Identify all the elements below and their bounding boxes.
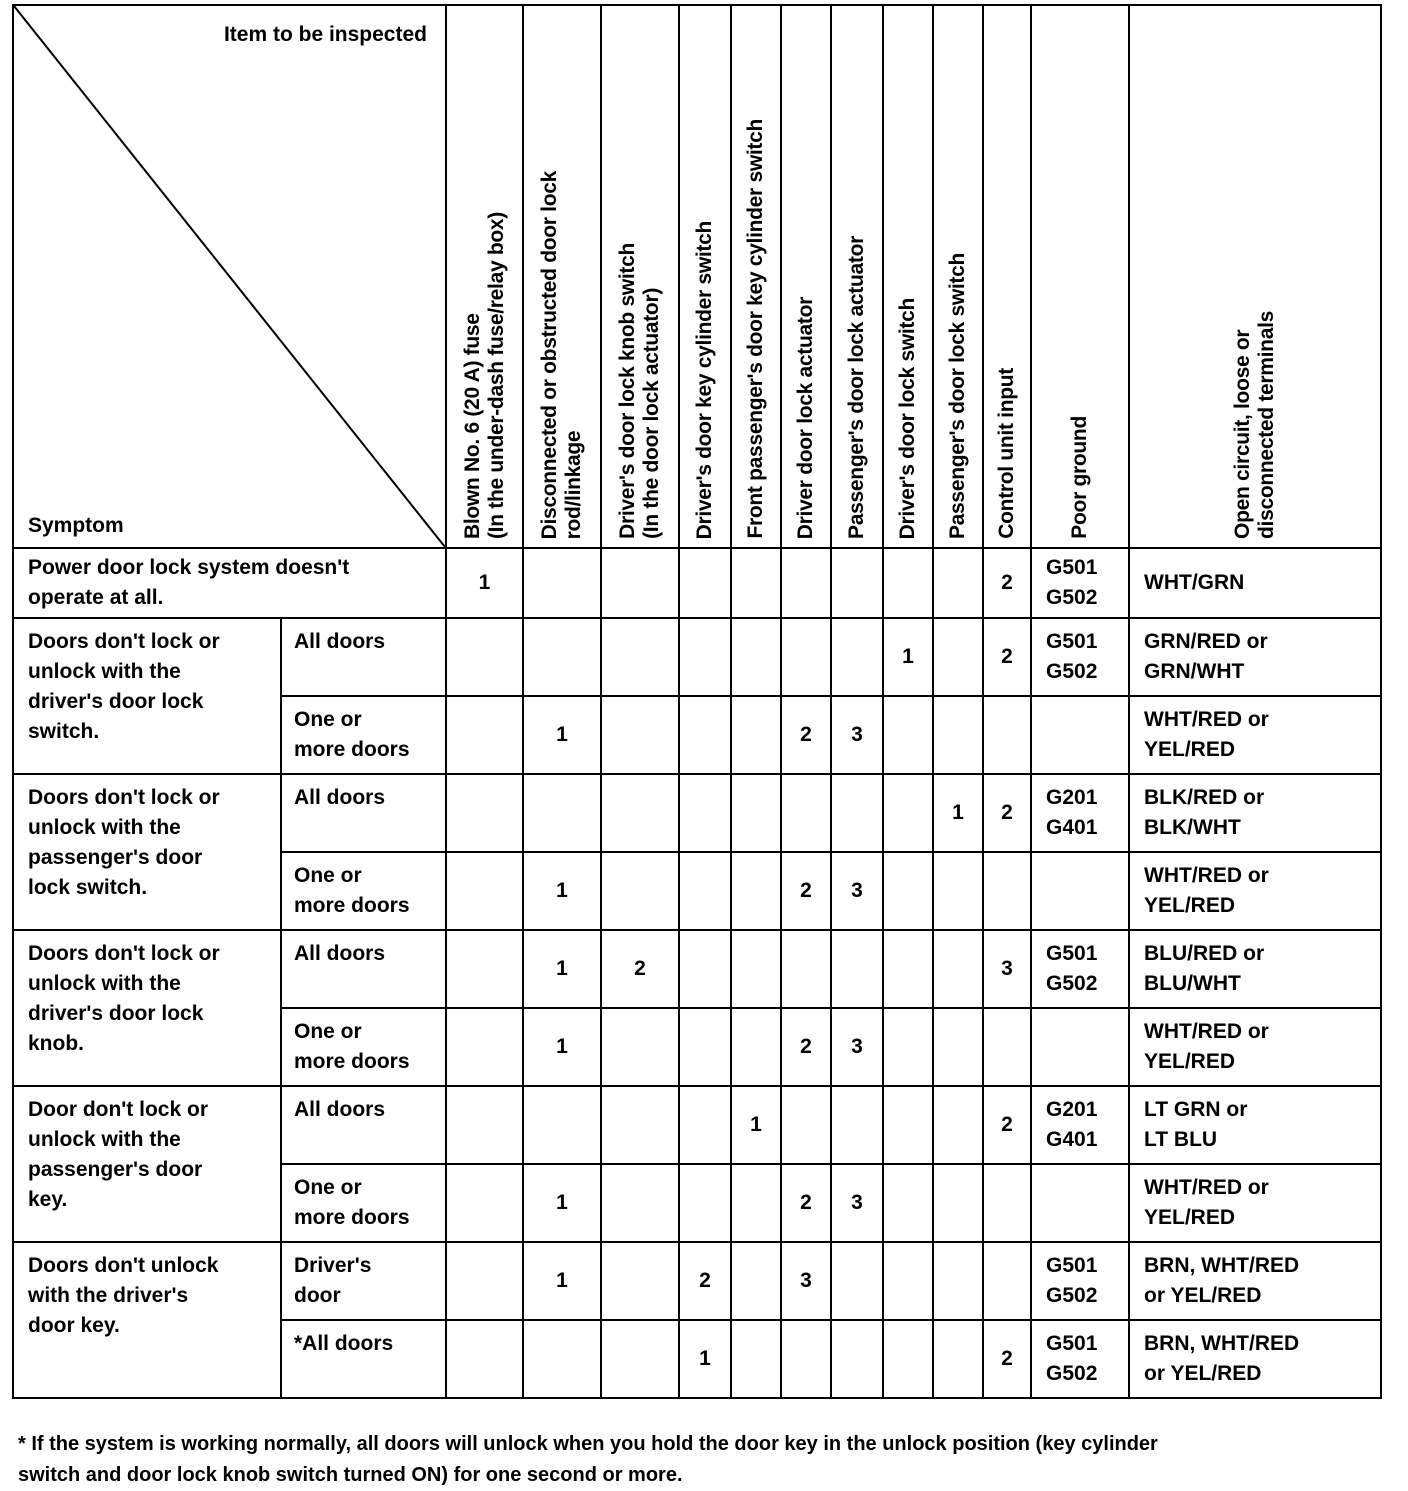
wire-color-cell: WHT/RED or YEL/RED <box>1129 852 1381 930</box>
priority-cell: 1 <box>731 1086 781 1164</box>
column-header-label: Driver's door key cylinder switch <box>693 220 716 539</box>
wire-color-cell: BRN, WHT/RED or YEL/RED <box>1129 1242 1381 1320</box>
priority-cell: 2 <box>601 930 679 1008</box>
priority-cell <box>446 1320 523 1398</box>
priority-cell <box>446 852 523 930</box>
priority-cell <box>781 618 831 696</box>
priority-cell <box>446 618 523 696</box>
column-header-label: Driver door lock actuator <box>794 296 817 539</box>
priority-cell: 1 <box>523 696 601 774</box>
priority-cell <box>601 548 679 618</box>
sub-condition-cell: All doors <box>281 930 446 1008</box>
priority-cell <box>883 1320 933 1398</box>
column-header-label: Poor ground <box>1068 416 1091 539</box>
sub-condition-cell: All doors <box>281 618 446 696</box>
priority-cell <box>679 548 731 618</box>
table-row <box>13 618 1381 696</box>
priority-cell: 2 <box>983 774 1031 852</box>
priority-cell: 2 <box>983 1086 1031 1164</box>
priority-cell <box>601 1086 679 1164</box>
priority-cell <box>446 696 523 774</box>
priority-cell <box>883 774 933 852</box>
priority-cell <box>523 1086 601 1164</box>
sub-condition-cell: One or more doors <box>281 1008 446 1086</box>
priority-cell <box>601 1320 679 1398</box>
priority-cell: 1 <box>883 618 933 696</box>
priority-cell <box>883 696 933 774</box>
column-header <box>983 5 1031 548</box>
priority-cell: 3 <box>831 1164 883 1242</box>
priority-cell: 2 <box>781 1164 831 1242</box>
priority-cell <box>781 1320 831 1398</box>
column-header <box>731 5 781 548</box>
priority-cell <box>731 930 781 1008</box>
priority-cell: 2 <box>983 618 1031 696</box>
priority-cell <box>933 1008 983 1086</box>
sub-condition-cell: One or more doors <box>281 1164 446 1242</box>
priority-cell <box>831 930 883 1008</box>
priority-cell <box>523 548 601 618</box>
priority-cell <box>781 930 831 1008</box>
priority-cell <box>781 774 831 852</box>
priority-cell <box>933 548 983 618</box>
priority-cell: 3 <box>831 696 883 774</box>
table-row <box>13 1242 1381 1320</box>
column-header <box>1031 5 1129 548</box>
priority-cell <box>601 774 679 852</box>
priority-cell <box>679 1164 731 1242</box>
symptom-label: Symptom <box>28 514 124 537</box>
symptom-cell: Door don't lock or unlock with the passenger's door key. <box>13 1086 281 1242</box>
column-header-label: Control unit input <box>995 368 1018 539</box>
column-header <box>446 5 523 548</box>
priority-cell <box>883 548 933 618</box>
priority-cell: 3 <box>831 1008 883 1086</box>
sub-condition-cell: *All doors <box>281 1320 446 1398</box>
priority-cell <box>933 1086 983 1164</box>
ground-cell: G501 G502 <box>1031 1242 1129 1320</box>
column-header-label: Passenger's door lock actuator <box>845 236 868 539</box>
column-header <box>933 5 983 548</box>
priority-cell <box>679 696 731 774</box>
wire-color-cell: WHT/RED or YEL/RED <box>1129 1164 1381 1242</box>
column-header <box>1129 5 1381 548</box>
priority-cell <box>601 618 679 696</box>
wire-color-cell: WHT/GRN <box>1129 548 1381 618</box>
priority-cell: 2 <box>983 548 1031 618</box>
ground-cell: G501 G502 <box>1031 930 1129 1008</box>
priority-cell <box>446 1008 523 1086</box>
priority-cell <box>601 1008 679 1086</box>
priority-cell <box>983 852 1031 930</box>
priority-cell: 2 <box>983 1320 1031 1398</box>
priority-cell <box>933 1320 983 1398</box>
priority-cell <box>523 774 601 852</box>
priority-cell <box>601 852 679 930</box>
priority-cell <box>446 1164 523 1242</box>
priority-cell <box>601 1164 679 1242</box>
column-header <box>831 5 883 548</box>
sub-condition-cell: One or more doors <box>281 852 446 930</box>
symptom-cell: Doors don't lock or unlock with the driver's door lock knob. <box>13 930 281 1086</box>
wire-color-cell: BRN, WHT/RED or YEL/RED <box>1129 1320 1381 1398</box>
column-header-label: Passenger's door lock switch <box>946 252 969 539</box>
priority-cell <box>831 1320 883 1398</box>
column-header-label: Front passenger's door key cylinder switch <box>744 119 767 539</box>
priority-cell: 1 <box>933 774 983 852</box>
priority-cell <box>831 1242 883 1320</box>
priority-cell <box>983 1164 1031 1242</box>
column-header-label: Driver's door lock switch <box>896 297 919 539</box>
priority-cell: 3 <box>781 1242 831 1320</box>
priority-cell <box>883 1008 933 1086</box>
item-to-be-inspected-label: Item to be inspected <box>223 23 427 46</box>
priority-cell <box>933 852 983 930</box>
priority-cell <box>883 930 933 1008</box>
wire-color-cell: WHT/RED or YEL/RED <box>1129 1008 1381 1086</box>
priority-cell <box>933 1164 983 1242</box>
priority-cell <box>983 1242 1031 1320</box>
sub-condition-cell: All doors <box>281 774 446 852</box>
ground-cell <box>1031 852 1129 930</box>
priority-cell <box>731 1008 781 1086</box>
header-row <box>13 5 1381 548</box>
sub-condition-cell: One or more doors <box>281 696 446 774</box>
symptom-cell: Doors don't lock or unlock with the passenger's door lock switch. <box>13 774 281 930</box>
priority-cell: 1 <box>523 930 601 1008</box>
ground-cell: G201 G401 <box>1031 1086 1129 1164</box>
priority-cell <box>983 696 1031 774</box>
column-header <box>523 5 601 548</box>
priority-cell <box>601 1242 679 1320</box>
column-header <box>781 5 831 548</box>
column-header <box>601 5 679 548</box>
column-header <box>883 5 933 548</box>
column-header-label: Driver's door lock knob switch (In the door lock actuator) <box>616 243 663 539</box>
diagonal-divider <box>14 6 445 547</box>
symptom-cell: Doors don't unlock with the driver's door key. <box>13 1242 281 1398</box>
priority-cell: 1 <box>679 1320 731 1398</box>
table-row <box>13 774 1381 852</box>
ground-cell <box>1031 696 1129 774</box>
priority-cell <box>679 618 731 696</box>
symptom-cell: Power door lock system doesn't operate at all. <box>13 548 446 618</box>
column-header <box>679 5 731 548</box>
ground-cell: G201 G401 <box>1031 774 1129 852</box>
ground-cell: G501 G502 <box>1031 548 1129 618</box>
priority-cell: 1 <box>523 1164 601 1242</box>
priority-cell <box>731 1242 781 1320</box>
wire-color-cell: GRN/RED or GRN/WHT <box>1129 618 1381 696</box>
priority-cell <box>731 774 781 852</box>
footnote: * If the system is working normally, all doors will unlock when you hold the door key in the unlock position (key cylinder switch and door lock knob switch turned ON) for one second or more. <box>18 1433 1158 1486</box>
priority-cell: 1 <box>523 852 601 930</box>
priority-cell <box>679 930 731 1008</box>
column-header-label: Disconnected or obstructed door lock rod/linkage <box>538 170 585 539</box>
priority-cell <box>731 852 781 930</box>
priority-cell <box>781 1086 831 1164</box>
priority-cell <box>933 1242 983 1320</box>
wire-color-cell: BLK/RED or BLK/WHT <box>1129 774 1381 852</box>
priority-cell: 3 <box>983 930 1031 1008</box>
priority-cell <box>731 548 781 618</box>
priority-cell <box>679 1086 731 1164</box>
column-header-label: Open circuit, loose or disconnected terminals <box>1231 311 1278 539</box>
priority-cell <box>933 930 983 1008</box>
ground-cell: G501 G502 <box>1031 1320 1129 1398</box>
priority-cell: 2 <box>679 1242 731 1320</box>
priority-cell: 2 <box>781 696 831 774</box>
priority-cell <box>523 618 601 696</box>
priority-cell <box>679 1008 731 1086</box>
priority-cell <box>933 618 983 696</box>
wire-color-cell: WHT/RED or YEL/RED <box>1129 696 1381 774</box>
table-row <box>13 1086 1381 1164</box>
ground-cell: G501 G502 <box>1031 618 1129 696</box>
priority-cell: 1 <box>446 548 523 618</box>
priority-cell <box>983 1008 1031 1086</box>
column-header-label: Blown No. 6 (20 A) fuse (In the under-dash fuse/relay box) <box>460 211 508 539</box>
priority-cell <box>933 696 983 774</box>
priority-cell <box>446 1086 523 1164</box>
symptom-cell: Doors don't lock or unlock with the driver's door lock switch. <box>13 618 281 774</box>
priority-cell <box>679 852 731 930</box>
priority-cell: 2 <box>781 852 831 930</box>
table-row <box>13 548 1381 618</box>
wire-color-cell: BLU/RED or BLU/WHT <box>1129 930 1381 1008</box>
priority-cell <box>731 1320 781 1398</box>
priority-cell <box>883 1242 933 1320</box>
ground-cell <box>1031 1164 1129 1242</box>
priority-cell <box>831 1086 883 1164</box>
sub-condition-cell: All doors <box>281 1086 446 1164</box>
wire-color-cell: LT GRN or LT BLU <box>1129 1086 1381 1164</box>
priority-cell <box>446 1242 523 1320</box>
sub-condition-cell: Driver's door <box>281 1242 446 1320</box>
priority-cell <box>446 774 523 852</box>
priority-cell <box>831 548 883 618</box>
priority-cell <box>781 548 831 618</box>
priority-cell: 2 <box>781 1008 831 1086</box>
priority-cell <box>831 774 883 852</box>
priority-cell <box>883 1086 933 1164</box>
table-row <box>13 930 1381 1008</box>
priority-cell <box>601 696 679 774</box>
priority-cell <box>831 618 883 696</box>
ground-cell <box>1031 1008 1129 1086</box>
priority-cell <box>523 1320 601 1398</box>
troubleshooting-table <box>12 4 1382 1399</box>
priority-cell <box>883 1164 933 1242</box>
priority-cell <box>446 930 523 1008</box>
priority-cell: 3 <box>831 852 883 930</box>
priority-cell <box>731 1164 781 1242</box>
priority-cell <box>679 774 731 852</box>
priority-cell: 1 <box>523 1008 601 1086</box>
priority-cell: 1 <box>523 1242 601 1320</box>
priority-cell <box>883 852 933 930</box>
priority-cell <box>731 618 781 696</box>
corner-header-cell <box>13 5 446 548</box>
priority-cell <box>731 696 781 774</box>
